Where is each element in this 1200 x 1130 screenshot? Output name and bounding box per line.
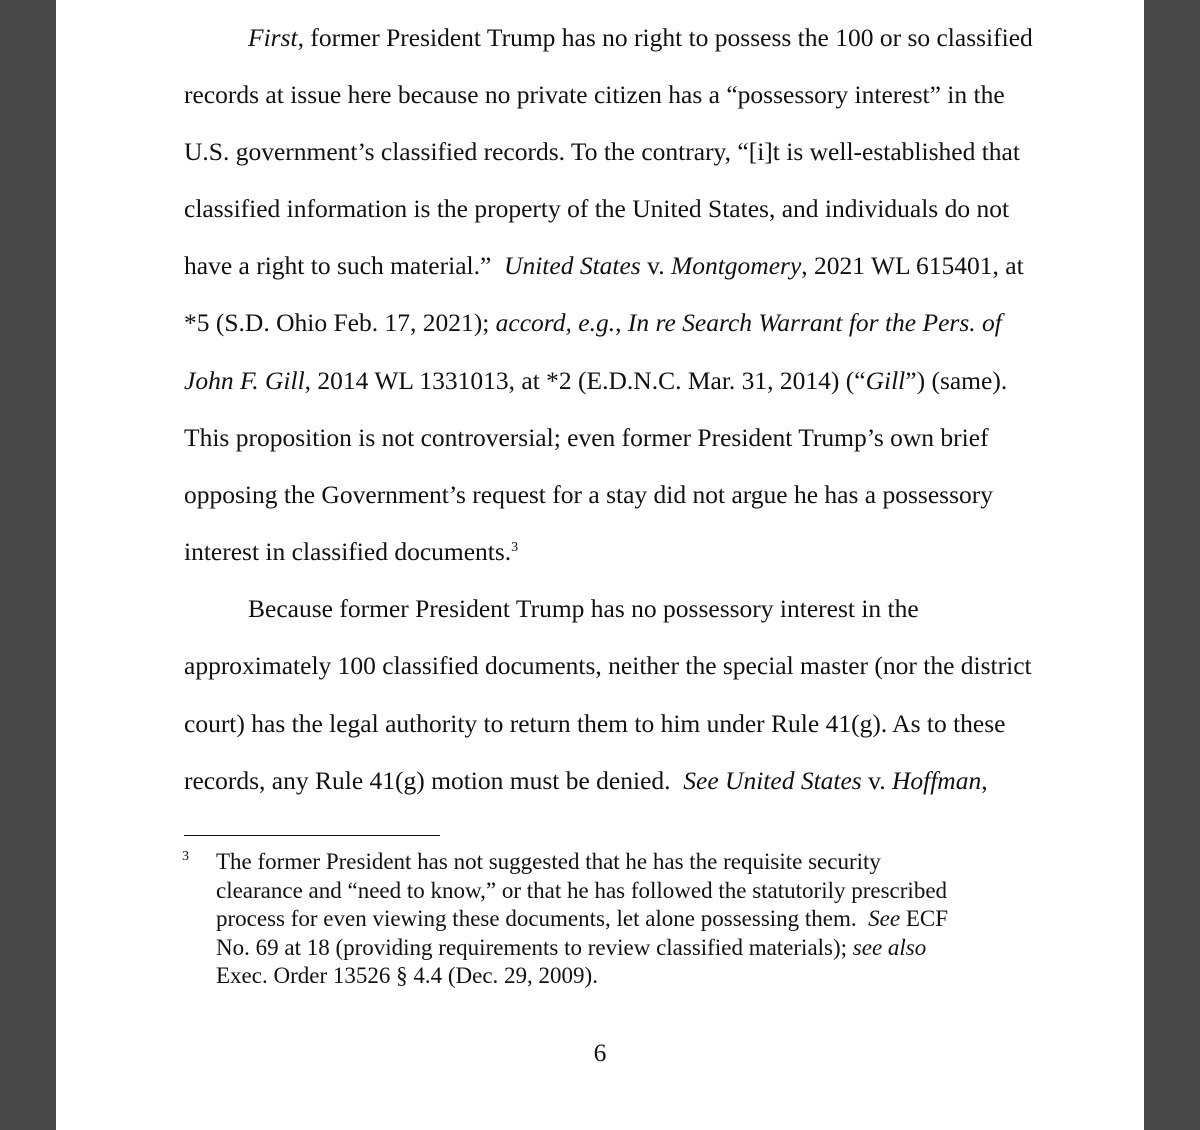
footnote-reference[interactable]: 3 (511, 540, 519, 555)
text-run: ”) (same). (905, 366, 1008, 395)
document-page (56, 0, 1144, 1130)
paragraph-1-line-9: opposing the Government’s request for a stay did not argue he has a possessory (184, 480, 993, 509)
paragraph-2-line-2: approximately 100 classified documents, neither the special master (nor the district (184, 651, 1032, 680)
citation-text: , 2014 WL 1331013, at *2 (E.D.N.C. Mar. 31, 2014) (“ (304, 366, 866, 395)
citation-signal: See United States (683, 766, 862, 795)
text-run: , (981, 766, 988, 795)
paragraph-1-line-10 (184, 537, 518, 567)
text-run: have a right to such material.” (184, 251, 505, 280)
footnote-line-5: Exec. Order 13526 § 4.4 (Dec. 29, 2009). (216, 963, 598, 988)
footnote-line-1: The former President has not suggested that he has the requisite security (216, 849, 881, 874)
paragraph-1-line-2: records at issue here because no private citizen has a “possessory interest” in the (184, 80, 1005, 109)
footnote-line-3 (216, 905, 948, 933)
text-run: , former President Trump has no right to possess the 100 or so classified (297, 23, 1033, 52)
text-run: records, any Rule 41(g) motion must be denied. (184, 766, 684, 795)
citation-signal: See (868, 906, 901, 931)
short-case-name: Gill (865, 366, 906, 395)
paragraph-1-line-8: This proposition is not controversial; even former President Trump’s own brief (184, 423, 989, 452)
case-name: John F. Gill (184, 366, 305, 395)
emphasis-first: First (248, 23, 298, 52)
case-name-party: Hoffman (891, 766, 982, 795)
paragraph-1-line-5 (184, 251, 1024, 281)
citation-signal: see also (852, 935, 927, 960)
text-run: v. (640, 251, 671, 280)
page-content (56, 0, 1144, 1130)
citation-text: , 2021 WL 615401, at (801, 251, 1024, 280)
page-number: 6 (593, 1038, 607, 1067)
text-run: ECF (900, 906, 949, 931)
paragraph-1-line-6 (184, 308, 1002, 338)
text-run: No. 69 at 18 (providing requirements to review classified materials); (216, 935, 853, 960)
paragraph-1-line-1 (248, 23, 1033, 53)
text-run: v. (861, 766, 892, 795)
paragraph-1-line-4: classified information is the property of the United States, and individuals do not (184, 194, 1010, 223)
footnote-line-2: clearance and “need to know,” or that he has followed the statutorily prescribed (216, 878, 948, 903)
text-run: interest in classified documents. (184, 537, 512, 566)
case-name-party: Montgomery (670, 251, 802, 280)
paragraph-2-line-1: Because former President Trump has no possessory interest in the (248, 594, 919, 623)
text-run: process for even viewing these documents, let alone possessing them. (216, 906, 869, 931)
citation-signal: accord, e.g. (495, 308, 616, 337)
case-name-party: United States (504, 251, 641, 280)
footnote-number: 3 (182, 849, 189, 864)
citation-text: *5 (S.D. Ohio Feb. 17, 2021); (184, 308, 496, 337)
footnote-separator (184, 835, 440, 836)
footnote-line-4 (216, 934, 926, 962)
paragraph-1-line-7 (184, 366, 1007, 396)
paragraph-2-line-4 (184, 766, 988, 796)
paragraph-2-line-3: court) has the legal authority to return them to him under Rule 41(g). As to these (184, 709, 1006, 738)
case-name: In re Search Warrant for the Pers. of (627, 308, 1002, 337)
paragraph-1-line-3: U.S. government’s classified records. To the contrary, “[i]t is well-established that (184, 137, 1020, 166)
text-run: , (615, 308, 628, 337)
